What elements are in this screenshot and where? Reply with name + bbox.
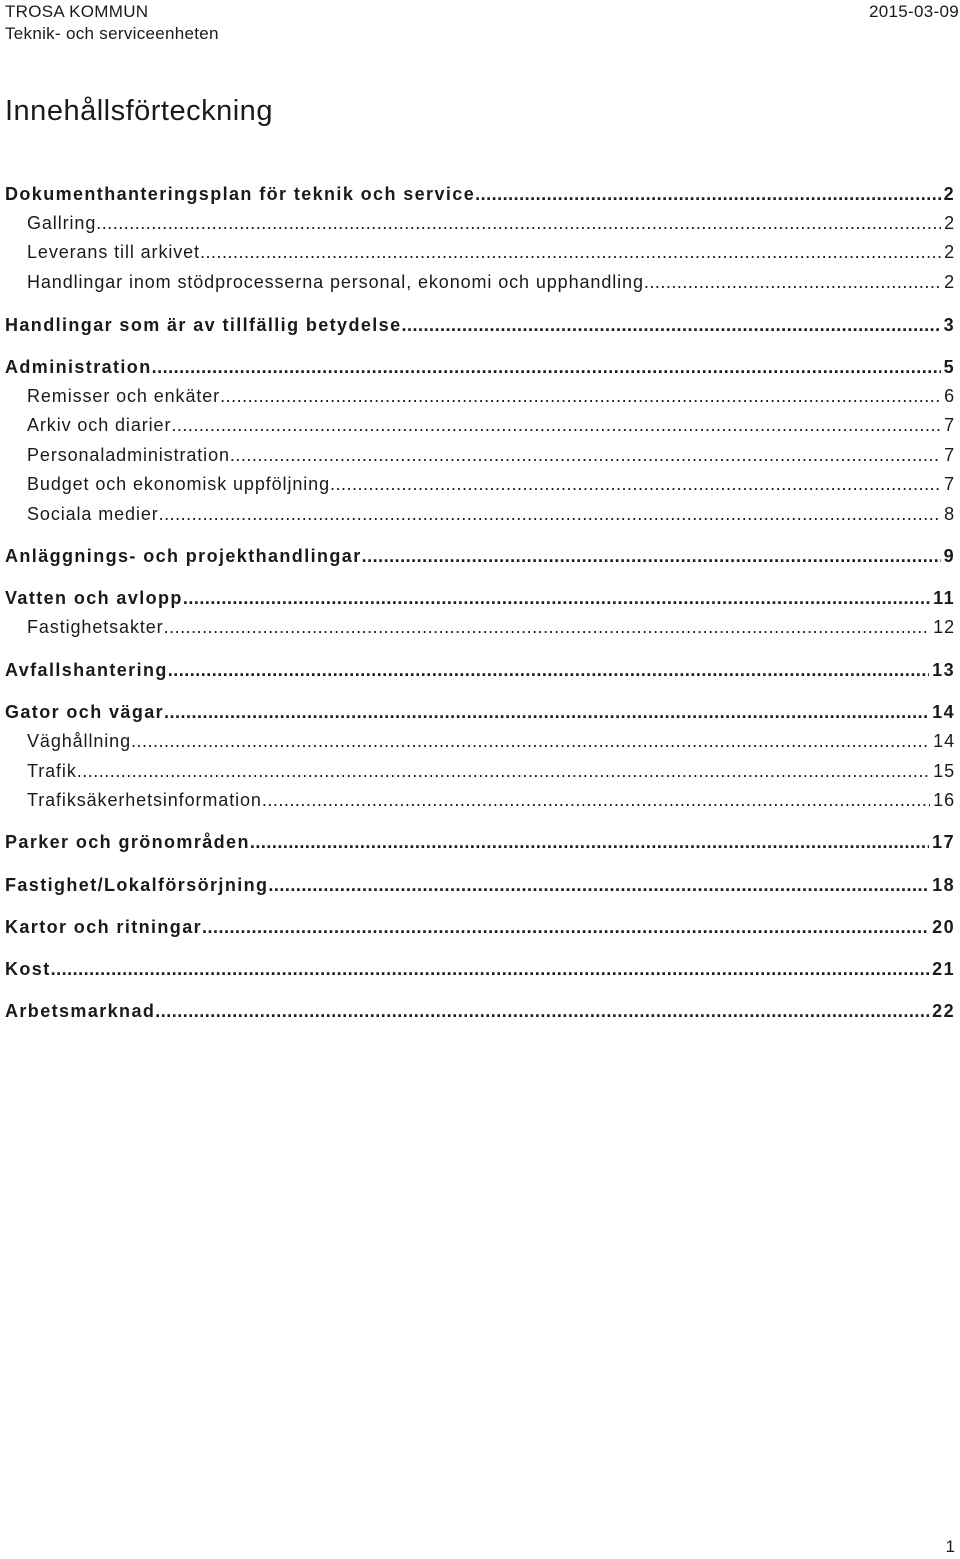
toc-dot-leader: [200, 240, 941, 264]
toc-entry-page: 14: [933, 731, 955, 751]
toc-dot-leader: [131, 729, 930, 753]
toc-entry-page: 7: [944, 474, 955, 494]
toc-entry-page: 2: [944, 272, 955, 292]
toc-entry[interactable]: [27, 472, 955, 496]
toc-entry-title: Arkiv och diarier: [27, 415, 172, 435]
toc-entry[interactable]: [27, 443, 955, 467]
toc-dot-leader: [250, 830, 929, 854]
toc-dot-leader: [362, 544, 941, 568]
toc-dot-leader: [164, 615, 931, 639]
toc-entry[interactable]: [27, 502, 955, 526]
toc-entry-title: Handlingar inom stödprocesserna personal, ekonomi och upphandling: [27, 272, 644, 292]
toc-entry-title: Kartor och ritningar: [5, 917, 203, 937]
toc-entry[interactable]: [5, 999, 955, 1023]
toc-entry-title: Handlingar som är av tillfällig betydelse: [5, 315, 402, 335]
toc-entry[interactable]: [27, 615, 955, 639]
toc-entry[interactable]: [5, 830, 955, 854]
toc-entry[interactable]: [5, 915, 955, 939]
toc-entry[interactable]: [27, 788, 955, 812]
toc-entry-title: Personaladministration: [27, 445, 230, 465]
toc-dot-leader: [77, 759, 930, 783]
toc-entry-title: Fastighetsakter: [27, 617, 164, 637]
toc-entry[interactable]: [27, 240, 955, 264]
document-date: 2015-03-09: [869, 2, 959, 21]
toc-entry-page: 2: [943, 184, 955, 204]
toc-dot-leader: [262, 788, 930, 812]
toc-entry-page: 2: [944, 213, 955, 233]
toc-dot-leader: [155, 999, 929, 1023]
toc-entry-page: 18: [932, 875, 955, 895]
toc-entry-page: 22: [932, 1001, 955, 1021]
toc-dot-leader: [51, 957, 930, 981]
toc-dot-leader: [202, 915, 929, 939]
toc-entry-page: 7: [944, 445, 955, 465]
toc-dot-leader: [475, 182, 940, 206]
toc-entry-title: Fastighet/Lokalförsörjning: [5, 875, 269, 895]
toc-entry[interactable]: [5, 658, 955, 682]
toc-dot-leader: [164, 700, 929, 724]
page-title: Innehållsförteckning: [5, 95, 273, 127]
toc-entry-page: 3: [943, 315, 955, 335]
toc-dot-leader: [183, 586, 930, 610]
toc-dot-leader: [168, 658, 929, 682]
toc-entry[interactable]: [5, 586, 955, 610]
toc-entry[interactable]: [5, 957, 955, 981]
toc-dot-leader: [230, 443, 941, 467]
toc-entry[interactable]: [27, 759, 955, 783]
toc-entry[interactable]: [27, 729, 955, 753]
toc-entry-title: Kost: [5, 959, 51, 979]
toc-entry[interactable]: [27, 413, 955, 437]
toc-entry-title: Remisser och enkäter: [27, 386, 221, 406]
toc-entry-page: 13: [932, 660, 955, 680]
toc-dot-leader: [220, 384, 941, 408]
toc-entry-title: Administration: [5, 357, 152, 377]
toc-entry-title: Trafiksäkerhetsinformation: [27, 790, 262, 810]
toc-entry-page: 12: [933, 617, 955, 637]
toc-entry[interactable]: [27, 211, 955, 235]
toc-entry-page: 5: [943, 357, 955, 377]
toc-entry-title: Väghållning: [27, 731, 131, 751]
toc-entry-page: 8: [944, 504, 955, 524]
toc-entry[interactable]: [5, 544, 955, 568]
toc-entry-page: 16: [933, 790, 955, 810]
toc-entry[interactable]: [5, 873, 955, 897]
toc-entry-page: 11: [933, 588, 955, 608]
toc-entry-page: 7: [944, 415, 955, 435]
toc-entry-title: Avfallshantering: [5, 660, 168, 680]
toc-entry-title: Anläggnings- och projekthandlingar: [5, 546, 362, 566]
toc-entry-title: Sociala medier: [27, 504, 159, 524]
organization-name: TROSA KOMMUN: [5, 2, 149, 21]
toc-entry-page: 15: [933, 761, 955, 781]
toc-entry-page: 2: [944, 242, 955, 262]
toc-dot-leader: [159, 502, 941, 526]
toc-entry-page: 20: [932, 917, 955, 937]
toc-entry[interactable]: [5, 313, 955, 337]
toc-entry[interactable]: [27, 384, 955, 408]
toc-entry-title: Budget och ekonomisk uppföljning: [27, 474, 330, 494]
toc-entry-title: Gallring: [27, 213, 97, 233]
department-name: Teknik- och serviceenheten: [5, 24, 219, 43]
toc-dot-leader: [96, 211, 941, 235]
toc-entry[interactable]: [5, 182, 955, 206]
toc-entry-title: Gator och vägar: [5, 702, 165, 722]
toc-entry-title: Vatten och avlopp: [5, 588, 183, 608]
toc-dot-leader: [152, 355, 941, 379]
toc-entry[interactable]: [5, 355, 955, 379]
toc-entry-title: Leverans till arkivet: [27, 242, 200, 262]
toc-entry-title: Parker och grönområden: [5, 832, 250, 852]
page-number: 1: [945, 1537, 955, 1556]
toc-entry-page: 14: [932, 702, 955, 722]
toc-entry-title: Trafik: [27, 761, 77, 781]
toc-entry-page: 21: [932, 959, 955, 979]
toc-dot-leader: [268, 873, 929, 897]
toc-entry-title: Arbetsmarknad: [5, 1001, 156, 1021]
toc-dot-leader: [171, 413, 941, 437]
toc-entry-title: Dokumenthanteringsplan för teknik och service: [5, 184, 476, 204]
toc-entry-page: 9: [943, 546, 955, 566]
toc-dot-leader: [330, 472, 941, 496]
toc-dot-leader: [644, 270, 941, 294]
toc-dot-leader: [402, 313, 941, 337]
toc-entry-page: 17: [932, 832, 955, 852]
toc-entry-page: 6: [944, 386, 955, 406]
toc-entry[interactable]: [27, 270, 955, 294]
toc-entry[interactable]: [5, 700, 955, 724]
